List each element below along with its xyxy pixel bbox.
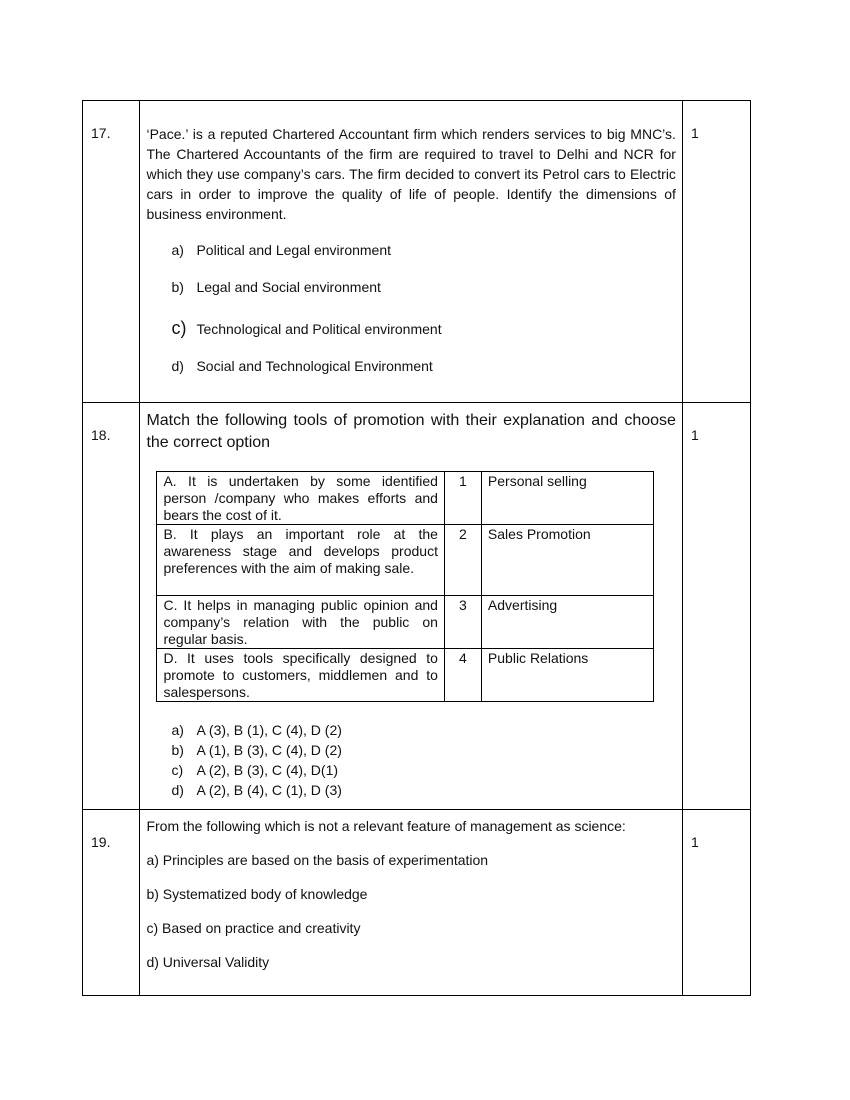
match-number: 3	[444, 596, 481, 649]
question-table	[82, 100, 751, 996]
option	[171, 318, 681, 358]
question-row	[83, 810, 751, 996]
question-text: Match the following tools of promotion with their explanation and choose the correct option	[146, 412, 676, 451]
option-label: a)	[171, 722, 184, 738]
match-table	[156, 471, 654, 702]
match-explanation: D. It uses tools specifically designed to promote to customers, middlemen and to salespersons.	[157, 649, 445, 702]
option-label: c)	[171, 318, 187, 338]
option-label: d)	[171, 358, 184, 374]
option-text: Technological and Political environment	[196, 321, 442, 337]
option: d) Universal Validity	[146, 954, 270, 970]
option	[171, 358, 681, 388]
match-number: 2	[444, 525, 481, 596]
match-row	[157, 649, 654, 702]
option	[171, 782, 681, 802]
question-body-cell	[140, 810, 682, 996]
question-number-cell	[83, 403, 140, 810]
option-list	[171, 722, 681, 802]
match-number: 4	[444, 649, 481, 702]
option-label: b)	[171, 279, 184, 295]
option: c) Based on practice and creativity	[146, 920, 361, 936]
question-body-cell	[140, 403, 682, 810]
option-text: Social and Technological Environment	[196, 358, 433, 374]
match-explanation: B. It plays an important role at the awareness stage and develops product preferences with the aim of making sale.	[157, 525, 445, 596]
match-row	[157, 596, 654, 649]
option: a) Principles are based on the basis of experimentation	[146, 852, 489, 868]
match-number: 1	[444, 472, 481, 525]
marks-value: 1	[690, 834, 699, 850]
question-body-cell	[140, 101, 682, 403]
option-label: b)	[171, 742, 184, 758]
question-row	[83, 403, 751, 810]
option-list	[171, 242, 681, 388]
question-number: 19.	[91, 834, 111, 850]
marks-cell	[682, 810, 750, 996]
question-text: From the following which is not a relevant feature of management as science:	[146, 818, 626, 834]
option-text: Legal and Social environment	[196, 279, 381, 295]
question-row	[83, 101, 751, 403]
match-tool: Advertising	[481, 596, 654, 649]
option	[171, 242, 681, 279]
marks-cell	[682, 101, 750, 403]
option-label: d)	[171, 782, 184, 798]
question-text: ‘Pace.’ is a reputed Chartered Accountant firm which renders services to big MNC’s. The Chartered Accountants of the firm are required to travel to Delhi and NCR for which they use company’s cars. The firm decided to convert its Petrol cars to Electric cars in order to improve the quality of life of people. Identify the dimensions of business environment.	[146, 126, 676, 222]
option-text: Political and Legal environment	[196, 242, 392, 258]
question-number-cell	[83, 101, 140, 403]
option	[171, 279, 681, 316]
option-text: A (3), B (1), C (4), D (2)	[196, 722, 342, 738]
option	[171, 742, 681, 762]
option-text: A (2), B (3), C (4), D(1)	[196, 762, 339, 778]
option-list	[140, 818, 681, 988]
match-tool: Public Relations	[481, 649, 654, 702]
question-number-cell	[83, 810, 140, 996]
option	[171, 722, 681, 742]
question-number: 18.	[91, 427, 111, 443]
match-explanation: A. It is undertaken by some identified person /company who makes efforts and bears the cost of it.	[157, 472, 445, 525]
option: b) Systematized body of knowledge	[146, 886, 368, 902]
match-tool: Personal selling	[481, 472, 654, 525]
marks-value: 1	[690, 427, 699, 443]
match-explanation: C. It helps in managing public opinion and company’s relation with the public on regular basis.	[157, 596, 445, 649]
option	[171, 762, 681, 782]
match-tool: Sales Promotion	[481, 525, 654, 596]
option-label: a)	[171, 242, 184, 258]
option-label: c)	[171, 762, 184, 778]
marks-cell	[682, 403, 750, 810]
question-number: 17.	[91, 125, 111, 141]
option-text: A (2), B (4), C (1), D (3)	[196, 782, 342, 798]
match-row	[157, 525, 654, 596]
marks-value: 1	[690, 125, 699, 141]
option-text: A (1), B (3), C (4), D (2)	[196, 742, 342, 758]
match-row	[157, 472, 654, 525]
